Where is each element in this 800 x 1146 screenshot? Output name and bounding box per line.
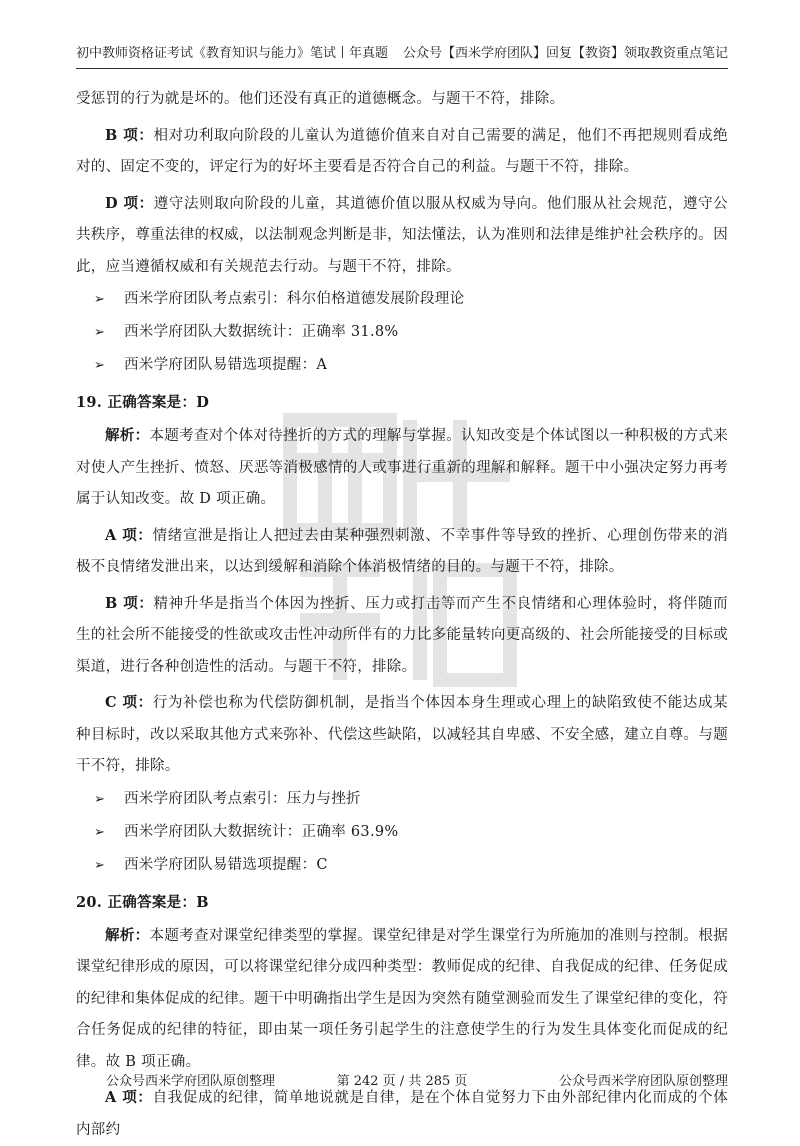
analysis-text: 本题考查对个体对待挫折的方式的理解与掌握。认知改变是个体试图以一种积极的方式来对使人产生挫折、愤怒、厌恶等消极感情的人或事进行重新的理解和解释。题干中小强决定努力再考属于认知改变。故 D 项正确。 xyxy=(76,428,729,507)
page-number: 第 242 页 / 共 285 页 xyxy=(336,1074,468,1089)
bullet-item: ➢ 西米学府团队大数据统计：正确率 31.8% xyxy=(76,316,728,349)
option-b-explanation xyxy=(76,588,728,684)
bullet-item: ➢ 西米学府团队考点索引：科尔伯格道德发展阶段理论 xyxy=(76,283,728,316)
header-promo: 公众号【西米学府团队】回复【教资】领取教资重点笔记 xyxy=(402,46,728,61)
option-text: 自我促成的纪律，简单地说就是自律，是在个体自觉努力下由外部纪律内化而成的个体内部约 xyxy=(76,1090,728,1138)
option-label: D 项： xyxy=(105,194,154,212)
option-text: 相对功利取向阶段的儿童认为道德价值来自对自己需要的满足，他们不再把规则看成绝对的、固定不变的，评定行为的好坏主要看是否符合自己的利益。与题干不符，排除。 xyxy=(76,127,728,175)
option-label: A 项： xyxy=(105,1089,153,1106)
paragraph: 受惩罚的行为就是坏的。他们还没有真正的道德概念。与题干不符，排除。 xyxy=(76,91,565,107)
bullet-item: ➢ 西米学府团队易错选项提醒：C xyxy=(76,849,728,882)
analysis-text: 本题考查对课堂纪律类型的掌握。课堂纪律是对学生课堂行为所施加的准则与控制。根据课堂纪律形成的原因，可以将课堂纪律分成四种类型：教师促成的纪律、自我促成的纪律、任务促成的纪律和集体促成的纪律。题干中明确指出学生是因为突然有随堂测验而发生了课堂纪律的变化，符合任务促成的纪律的特征，即由某一项任务引起学生的注意使学生的行为发生具体变化而促成的纪律。故 B 项正确。 xyxy=(76,927,729,1070)
page-header xyxy=(76,44,728,69)
question-19-heading: 19. 正确答案是：D xyxy=(76,394,210,411)
arrow-bullet-icon: ➢ xyxy=(94,824,106,840)
analysis-label: 解析： xyxy=(105,926,150,944)
arrow-bullet-icon: ➢ xyxy=(94,292,106,307)
option-b-explanation xyxy=(76,120,728,184)
arrow-bullet-icon: ➢ xyxy=(94,358,106,373)
bullet-item: ➢ 西米学府团队易错选项提醒：A xyxy=(76,349,728,382)
bullet-item: ➢ 西米学府团队大数据统计：正确率 63.9% xyxy=(76,816,728,849)
option-d-explanation xyxy=(76,188,728,284)
option-c-explanation xyxy=(76,687,728,783)
analysis xyxy=(76,420,728,516)
analysis xyxy=(76,920,728,1079)
option-text: 行为补偿也称为代偿防御机制，是指当个体因本身生理或心理上的缺陷致使不能达成某种目标时，改以采取其他方式来弥补、代偿这些缺陷，以减轻其自卑感、不安全感，建立自尊。与题干不符，排除。 xyxy=(76,695,728,774)
question-20-heading: 20. 正确答案是：B xyxy=(76,893,209,911)
header-title: 初中教师资格证考试《教育知识与能力》笔试丨年真题 xyxy=(76,46,389,61)
footer-right: 公众号西米学府团队原创整理 xyxy=(558,1074,728,1089)
option-a-explanation xyxy=(76,520,728,584)
option-text: 遵守法则取向阶段的儿童，其道德价值以服从权威为导向。他们服从社会规范，遵守公共秩序，尊重法律的权威，以法制观念判断是非，知法懂法，认为准则和法律是维护社会秩序的。因此，应当遵循权威和有关规范去行动。与题干不符，排除。 xyxy=(76,195,728,275)
option-label: C 项： xyxy=(105,694,153,711)
bullet-item: ➢ 西米学府团队考点索引：压力与挫折 xyxy=(76,783,728,816)
arrow-bullet-icon: ➢ xyxy=(94,325,106,340)
analysis-label: 解析： xyxy=(105,427,150,444)
option-text: 情绪宣泄是指让人把过去由某种强烈刺激、不幸事件等导致的挫折、心理创伤带来的消极不良情绪发泄出来，以达到缓解和消除个体消极情绪的目的。与题干不符，排除。 xyxy=(76,527,728,575)
option-text: 精神升华是指当个体因为挫折、压力或打击等而产生不良情绪和心理体验时，将伴随而生的社会所不能接受的性欲或攻击性冲动所伴有的力比多能量转向更高级的、社会所能接受的目标或渠道，进行各种创造性的活动。与题干不符，排除。 xyxy=(76,595,728,675)
footer-left: 公众号西米学府团队原创整理 xyxy=(106,1074,276,1089)
option-label: B 项： xyxy=(105,594,154,612)
arrow-bullet-icon: ➢ xyxy=(94,857,106,873)
arrow-bullet-icon: ➢ xyxy=(94,791,106,807)
option-label: B 项： xyxy=(105,126,154,144)
option-label: A 项： xyxy=(105,526,153,544)
page-content xyxy=(76,84,728,1146)
